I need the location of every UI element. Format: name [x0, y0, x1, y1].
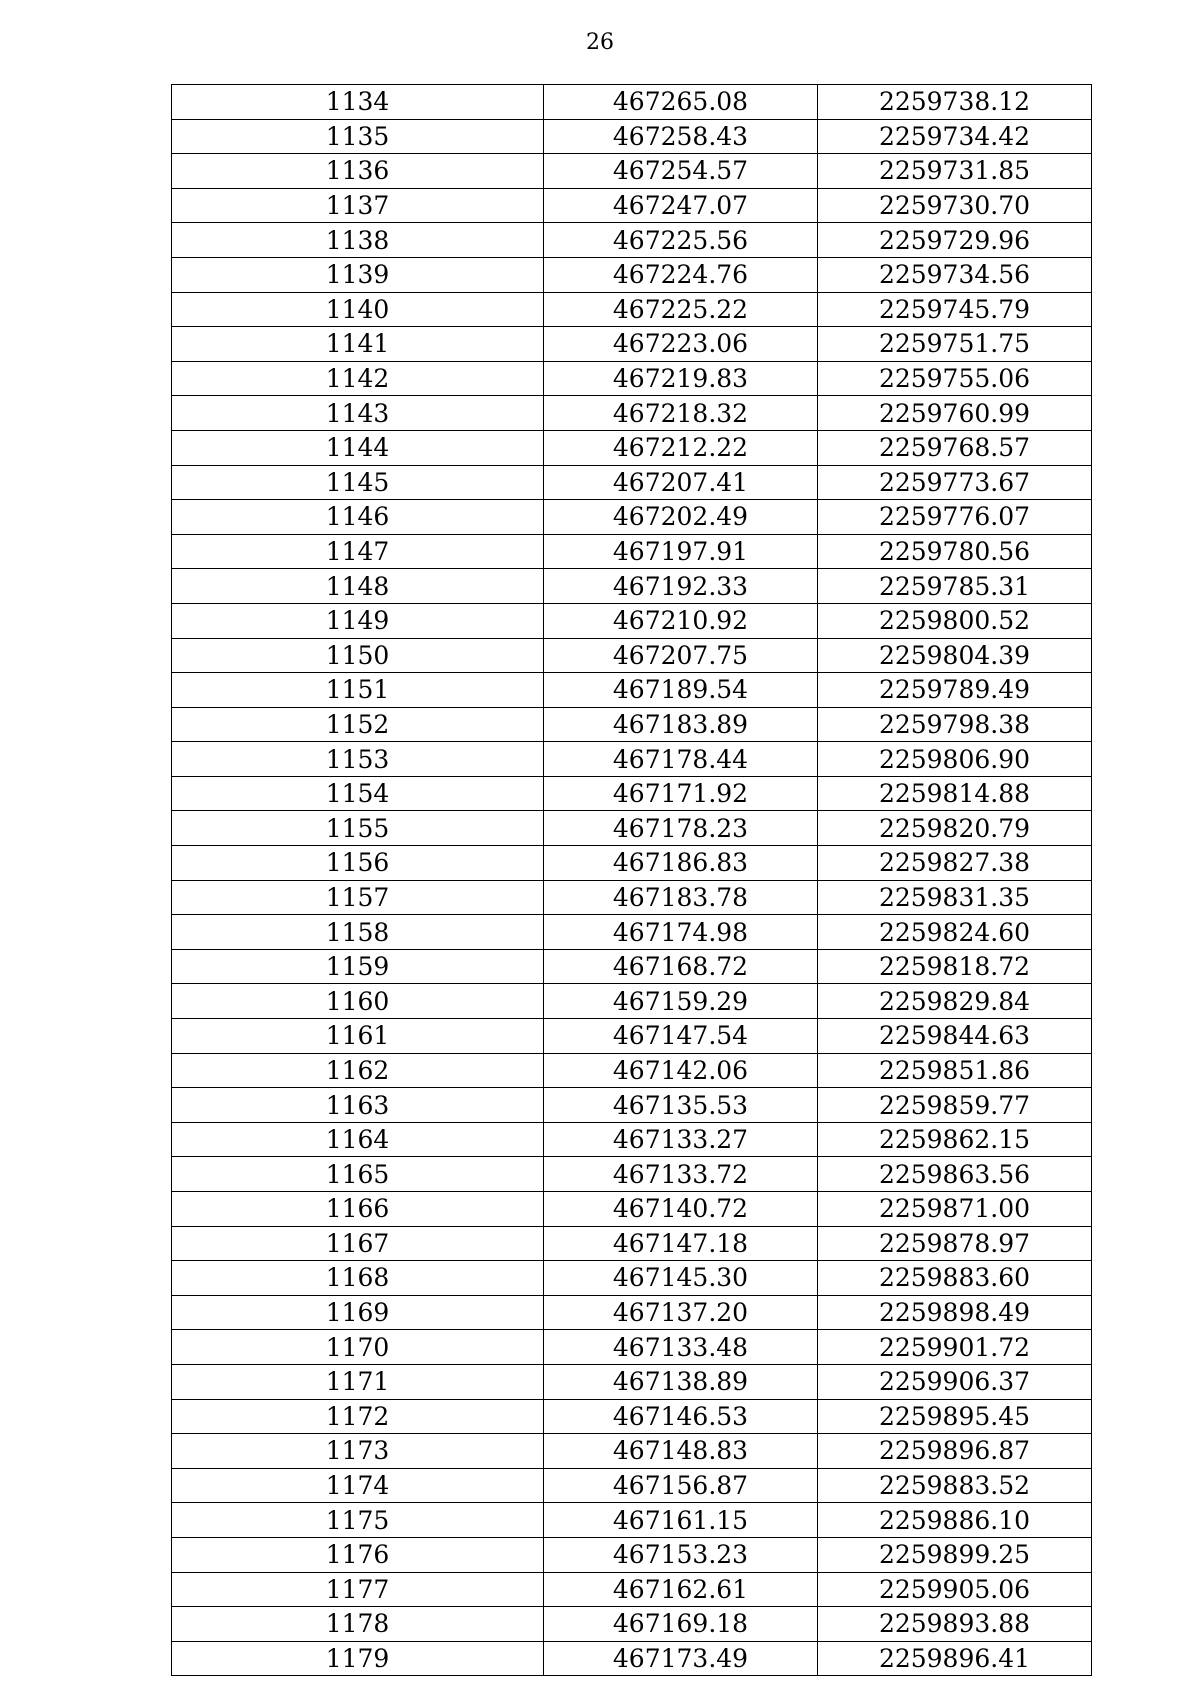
y-coordinate-cell: 2259729.96: [818, 223, 1092, 258]
x-coordinate-cell: 467173.49: [544, 1641, 818, 1676]
x-coordinate-cell: 467135.53: [544, 1088, 818, 1123]
point-number-cell: 1140: [172, 292, 544, 327]
table-row: [172, 534, 1092, 569]
point-number-cell: 1149: [172, 603, 544, 638]
table-row: [172, 327, 1092, 362]
y-coordinate-cell: 2259851.86: [818, 1053, 1092, 1088]
table-row: [172, 361, 1092, 396]
y-coordinate-cell: 2259768.57: [818, 430, 1092, 465]
x-coordinate-cell: 467169.18: [544, 1607, 818, 1642]
point-number-cell: 1148: [172, 569, 544, 604]
table-row: [172, 915, 1092, 950]
y-coordinate-cell: 2259859.77: [818, 1088, 1092, 1123]
point-number-cell: 1174: [172, 1468, 544, 1503]
point-number-cell: 1144: [172, 430, 544, 465]
point-number-cell: 1164: [172, 1122, 544, 1157]
x-coordinate-cell: 467146.53: [544, 1399, 818, 1434]
table-row: [172, 949, 1092, 984]
x-coordinate-cell: 467168.72: [544, 949, 818, 984]
table-row: [172, 880, 1092, 915]
point-number-cell: 1161: [172, 1019, 544, 1054]
table-row: [172, 500, 1092, 535]
y-coordinate-cell: 2259818.72: [818, 949, 1092, 984]
y-coordinate-cell: 2259780.56: [818, 534, 1092, 569]
x-coordinate-cell: 467212.22: [544, 430, 818, 465]
point-number-cell: 1166: [172, 1192, 544, 1227]
table-row: [172, 1088, 1092, 1123]
coordinates-table-body: [172, 85, 1092, 1676]
point-number-cell: 1143: [172, 396, 544, 431]
point-number-cell: 1175: [172, 1503, 544, 1538]
table-row: [172, 1330, 1092, 1365]
table-row: [172, 569, 1092, 604]
point-number-cell: 1137: [172, 188, 544, 223]
x-coordinate-cell: 467223.06: [544, 327, 818, 362]
y-coordinate-cell: 2259785.31: [818, 569, 1092, 604]
y-coordinate-cell: 2259734.56: [818, 257, 1092, 292]
x-coordinate-cell: 467183.89: [544, 707, 818, 742]
point-number-cell: 1165: [172, 1157, 544, 1192]
x-coordinate-cell: 467186.83: [544, 846, 818, 881]
point-number-cell: 1179: [172, 1641, 544, 1676]
table-row: [172, 257, 1092, 292]
point-number-cell: 1171: [172, 1364, 544, 1399]
x-coordinate-cell: 467202.49: [544, 500, 818, 535]
y-coordinate-cell: 2259886.10: [818, 1503, 1092, 1538]
table-row: [172, 811, 1092, 846]
x-coordinate-cell: 467147.54: [544, 1019, 818, 1054]
x-coordinate-cell: 467254.57: [544, 154, 818, 189]
table-row: [172, 1192, 1092, 1227]
x-coordinate-cell: 467247.07: [544, 188, 818, 223]
x-coordinate-cell: 467133.72: [544, 1157, 818, 1192]
y-coordinate-cell: 2259899.25: [818, 1537, 1092, 1572]
point-number-cell: 1160: [172, 984, 544, 1019]
point-number-cell: 1176: [172, 1537, 544, 1572]
table-row: [172, 673, 1092, 708]
table-row: [172, 1295, 1092, 1330]
y-coordinate-cell: 2259734.42: [818, 119, 1092, 154]
x-coordinate-cell: 467162.61: [544, 1572, 818, 1607]
point-number-cell: 1163: [172, 1088, 544, 1123]
x-coordinate-cell: 467178.44: [544, 742, 818, 777]
y-coordinate-cell: 2259789.49: [818, 673, 1092, 708]
point-number-cell: 1157: [172, 880, 544, 915]
x-coordinate-cell: 467224.76: [544, 257, 818, 292]
point-number-cell: 1139: [172, 257, 544, 292]
point-number-cell: 1136: [172, 154, 544, 189]
point-number-cell: 1167: [172, 1226, 544, 1261]
x-coordinate-cell: 467161.15: [544, 1503, 818, 1538]
y-coordinate-cell: 2259755.06: [818, 361, 1092, 396]
table-row: [172, 776, 1092, 811]
y-coordinate-cell: 2259824.60: [818, 915, 1092, 950]
y-coordinate-cell: 2259883.52: [818, 1468, 1092, 1503]
y-coordinate-cell: 2259831.35: [818, 880, 1092, 915]
x-coordinate-cell: 467147.18: [544, 1226, 818, 1261]
y-coordinate-cell: 2259804.39: [818, 638, 1092, 673]
x-coordinate-cell: 467159.29: [544, 984, 818, 1019]
y-coordinate-cell: 2259751.75: [818, 327, 1092, 362]
table-row: [172, 1607, 1092, 1642]
table-row: [172, 1226, 1092, 1261]
table-row: [172, 430, 1092, 465]
y-coordinate-cell: 2259906.37: [818, 1364, 1092, 1399]
table-row: [172, 1503, 1092, 1538]
x-coordinate-cell: 467189.54: [544, 673, 818, 708]
x-coordinate-cell: 467225.22: [544, 292, 818, 327]
y-coordinate-cell: 2259806.90: [818, 742, 1092, 777]
x-coordinate-cell: 467171.92: [544, 776, 818, 811]
point-number-cell: 1170: [172, 1330, 544, 1365]
y-coordinate-cell: 2259844.63: [818, 1019, 1092, 1054]
y-coordinate-cell: 2259901.72: [818, 1330, 1092, 1365]
y-coordinate-cell: 2259827.38: [818, 846, 1092, 881]
y-coordinate-cell: 2259776.07: [818, 500, 1092, 535]
table-row: [172, 1537, 1092, 1572]
x-coordinate-cell: 467178.23: [544, 811, 818, 846]
x-coordinate-cell: 467219.83: [544, 361, 818, 396]
point-number-cell: 1151: [172, 673, 544, 708]
table-row: [172, 1157, 1092, 1192]
point-number-cell: 1138: [172, 223, 544, 258]
x-coordinate-cell: 467142.06: [544, 1053, 818, 1088]
y-coordinate-cell: 2259829.84: [818, 984, 1092, 1019]
table-row: [172, 1019, 1092, 1054]
y-coordinate-cell: 2259760.99: [818, 396, 1092, 431]
y-coordinate-cell: 2259820.79: [818, 811, 1092, 846]
table-row: [172, 223, 1092, 258]
x-coordinate-cell: 467174.98: [544, 915, 818, 950]
point-number-cell: 1154: [172, 776, 544, 811]
table-row: [172, 1434, 1092, 1469]
x-coordinate-cell: 467225.56: [544, 223, 818, 258]
x-coordinate-cell: 467138.89: [544, 1364, 818, 1399]
table-row: [172, 1364, 1092, 1399]
y-coordinate-cell: 2259862.15: [818, 1122, 1092, 1157]
table-row: [172, 1641, 1092, 1676]
point-number-cell: 1146: [172, 500, 544, 535]
table-row: [172, 1122, 1092, 1157]
point-number-cell: 1178: [172, 1607, 544, 1642]
point-number-cell: 1142: [172, 361, 544, 396]
table-row: [172, 1399, 1092, 1434]
y-coordinate-cell: 2259800.52: [818, 603, 1092, 638]
y-coordinate-cell: 2259773.67: [818, 465, 1092, 500]
point-number-cell: 1147: [172, 534, 544, 569]
x-coordinate-cell: 467207.41: [544, 465, 818, 500]
y-coordinate-cell: 2259798.38: [818, 707, 1092, 742]
point-number-cell: 1145: [172, 465, 544, 500]
y-coordinate-cell: 2259883.60: [818, 1261, 1092, 1296]
table-row: [172, 292, 1092, 327]
y-coordinate-cell: 2259863.56: [818, 1157, 1092, 1192]
x-coordinate-cell: 467265.08: [544, 85, 818, 120]
x-coordinate-cell: 467183.78: [544, 880, 818, 915]
table-row: [172, 707, 1092, 742]
point-number-cell: 1173: [172, 1434, 544, 1469]
y-coordinate-cell: 2259731.85: [818, 154, 1092, 189]
point-number-cell: 1177: [172, 1572, 544, 1607]
y-coordinate-cell: 2259893.88: [818, 1607, 1092, 1642]
y-coordinate-cell: 2259745.79: [818, 292, 1092, 327]
y-coordinate-cell: 2259878.97: [818, 1226, 1092, 1261]
y-coordinate-cell: 2259738.12: [818, 85, 1092, 120]
point-number-cell: 1169: [172, 1295, 544, 1330]
table-row: [172, 119, 1092, 154]
table-row: [172, 396, 1092, 431]
x-coordinate-cell: 467153.23: [544, 1537, 818, 1572]
x-coordinate-cell: 467258.43: [544, 119, 818, 154]
x-coordinate-cell: 467207.75: [544, 638, 818, 673]
point-number-cell: 1135: [172, 119, 544, 154]
y-coordinate-cell: 2259730.70: [818, 188, 1092, 223]
x-coordinate-cell: 467137.20: [544, 1295, 818, 1330]
table-row: [172, 742, 1092, 777]
point-number-cell: 1141: [172, 327, 544, 362]
point-number-cell: 1158: [172, 915, 544, 950]
y-coordinate-cell: 2259871.00: [818, 1192, 1092, 1227]
table-row: [172, 1053, 1092, 1088]
x-coordinate-cell: 467218.32: [544, 396, 818, 431]
table-row: [172, 603, 1092, 638]
x-coordinate-cell: 467133.27: [544, 1122, 818, 1157]
point-number-cell: 1155: [172, 811, 544, 846]
table-row: [172, 465, 1092, 500]
table-row: [172, 638, 1092, 673]
x-coordinate-cell: 467148.83: [544, 1434, 818, 1469]
table-row: [172, 188, 1092, 223]
x-coordinate-cell: 467133.48: [544, 1330, 818, 1365]
point-number-cell: 1156: [172, 846, 544, 881]
x-coordinate-cell: 467145.30: [544, 1261, 818, 1296]
point-number-cell: 1153: [172, 742, 544, 777]
point-number-cell: 1168: [172, 1261, 544, 1296]
x-coordinate-cell: 467210.92: [544, 603, 818, 638]
x-coordinate-cell: 467140.72: [544, 1192, 818, 1227]
point-number-cell: 1150: [172, 638, 544, 673]
point-number-cell: 1152: [172, 707, 544, 742]
x-coordinate-cell: 467156.87: [544, 1468, 818, 1503]
table-row: [172, 1261, 1092, 1296]
point-number-cell: 1134: [172, 85, 544, 120]
y-coordinate-cell: 2259896.87: [818, 1434, 1092, 1469]
point-number-cell: 1162: [172, 1053, 544, 1088]
point-number-cell: 1172: [172, 1399, 544, 1434]
y-coordinate-cell: 2259814.88: [818, 776, 1092, 811]
y-coordinate-cell: 2259896.41: [818, 1641, 1092, 1676]
point-number-cell: 1159: [172, 949, 544, 984]
table-row: [172, 85, 1092, 120]
x-coordinate-cell: 467197.91: [544, 534, 818, 569]
x-coordinate-cell: 467192.33: [544, 569, 818, 604]
table-row: [172, 1572, 1092, 1607]
table-row: [172, 846, 1092, 881]
y-coordinate-cell: 2259905.06: [818, 1572, 1092, 1607]
page-number: 26: [586, 30, 614, 55]
table-row: [172, 984, 1092, 1019]
y-coordinate-cell: 2259895.45: [818, 1399, 1092, 1434]
y-coordinate-cell: 2259898.49: [818, 1295, 1092, 1330]
table-row: [172, 1468, 1092, 1503]
table-row: [172, 154, 1092, 189]
coordinates-table: [171, 84, 1092, 1676]
